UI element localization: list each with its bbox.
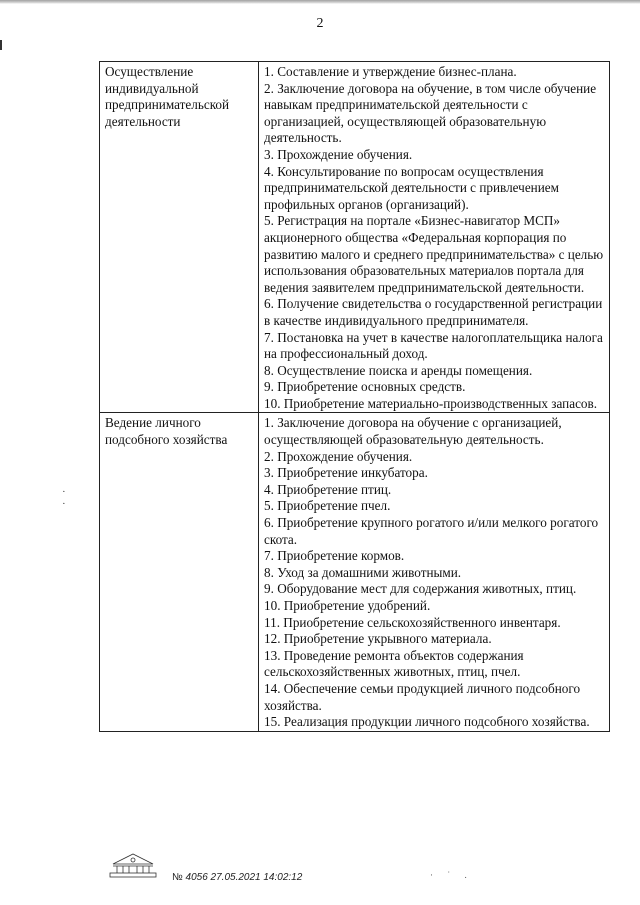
measure-item: 10. Приобретение материально-производственных запасов. <box>264 395 598 411</box>
measure-item: 3. Приобретение инкубатора. <box>264 465 428 481</box>
category-cell: Осуществление индивидуальной предпринимательской деятельности <box>100 62 259 413</box>
measure-item: 4. Приобретение птиц. <box>264 481 392 497</box>
measure-item: 3. Прохождение обучения. <box>264 146 413 162</box>
scan-edge-top <box>0 0 640 4</box>
measure-item: 11. Приобретение сельскохозяйственного инвентаря. <box>264 614 561 630</box>
measure-item: 7. Приобретение кормов. <box>264 548 405 564</box>
measure-item: 9. Приобретение основных средств. <box>264 379 466 395</box>
measure-item: 8. Осуществление поиска и аренды помещения. <box>264 362 533 378</box>
measure-item: 10. Приобретение удобрений. <box>264 598 431 613</box>
measure-item: 6. Приобретение крупного рогатого и/или мелкого рогатого скота. <box>264 515 599 547</box>
measure-item: 5. Регистрация на портале «Бизнес-навигатор МСП» акционерного общества «Федеральная корпорация по развитию малого и среднего предпринимательства» с целью использования образовательных материалов портала для ведения заявителем предпринимательской деятельности. <box>264 213 604 295</box>
table-row <box>100 413 610 731</box>
activities-table <box>99 61 610 732</box>
category-cell: Ведение личного подсобного хозяйства <box>100 413 259 731</box>
measures-cell <box>259 413 610 731</box>
government-building-logo <box>107 850 159 878</box>
measure-item: 2. Прохождение обучения. <box>264 448 413 464</box>
measure-item: 13. Проведение ремонта объектов содержания сельскохозяйственных животных, птиц, пчел. <box>264 647 524 680</box>
stamp-text: 4056 27.05.2021 14:02:12 <box>185 872 303 883</box>
table-row <box>100 62 610 413</box>
measure-item: 5. Приобретение пчел. <box>264 498 391 514</box>
measure-item: 6. Получение свидетельства о государственной регистрации в качестве индивидуального предпринимателя. <box>264 296 603 328</box>
measure-item: 1. Составление и утверждение бизнес-плана. <box>264 64 517 79</box>
measure-item: 2. Заключение договора на обучение, в том числе обучение навыкам предпринимательской деятельности с организацией, осуществляющей образовательную деятельность. <box>264 80 597 146</box>
measure-item: 14. Обеспечение семьи продукцией личного подсобного хозяйства. <box>264 680 581 713</box>
registration-stamp <box>172 872 302 883</box>
number-sign: № <box>172 872 183 883</box>
scan-mark-left <box>0 40 2 50</box>
scan-specks: · ˙ . <box>430 870 473 880</box>
measure-item: 4. Консультирование по вопросам осуществления предпринимательской деятельности с привлечением профильных органов (организаций). <box>264 163 559 212</box>
measure-item: 8. Уход за домашними животными. <box>264 564 462 580</box>
scan-dot: · · <box>62 486 66 510</box>
measure-item: 9. Оборудование мест для содержания животных, птиц. <box>264 581 577 597</box>
measure-item: 15. Реализация продукции личного подсобного хозяйства. <box>264 714 590 730</box>
measure-item: 1. Заключение договора на обучение с организацией, осуществляющей образовательную деятельность. <box>264 415 562 448</box>
measures-cell <box>259 62 610 413</box>
measure-item: 12. Приобретение укрывного материала. <box>264 631 492 647</box>
measure-item: 7. Постановка на учет в качестве налогоплательщика налога на профессиональный доход. <box>264 329 603 362</box>
table-body <box>100 62 610 732</box>
page-number: 2 <box>316 16 324 31</box>
